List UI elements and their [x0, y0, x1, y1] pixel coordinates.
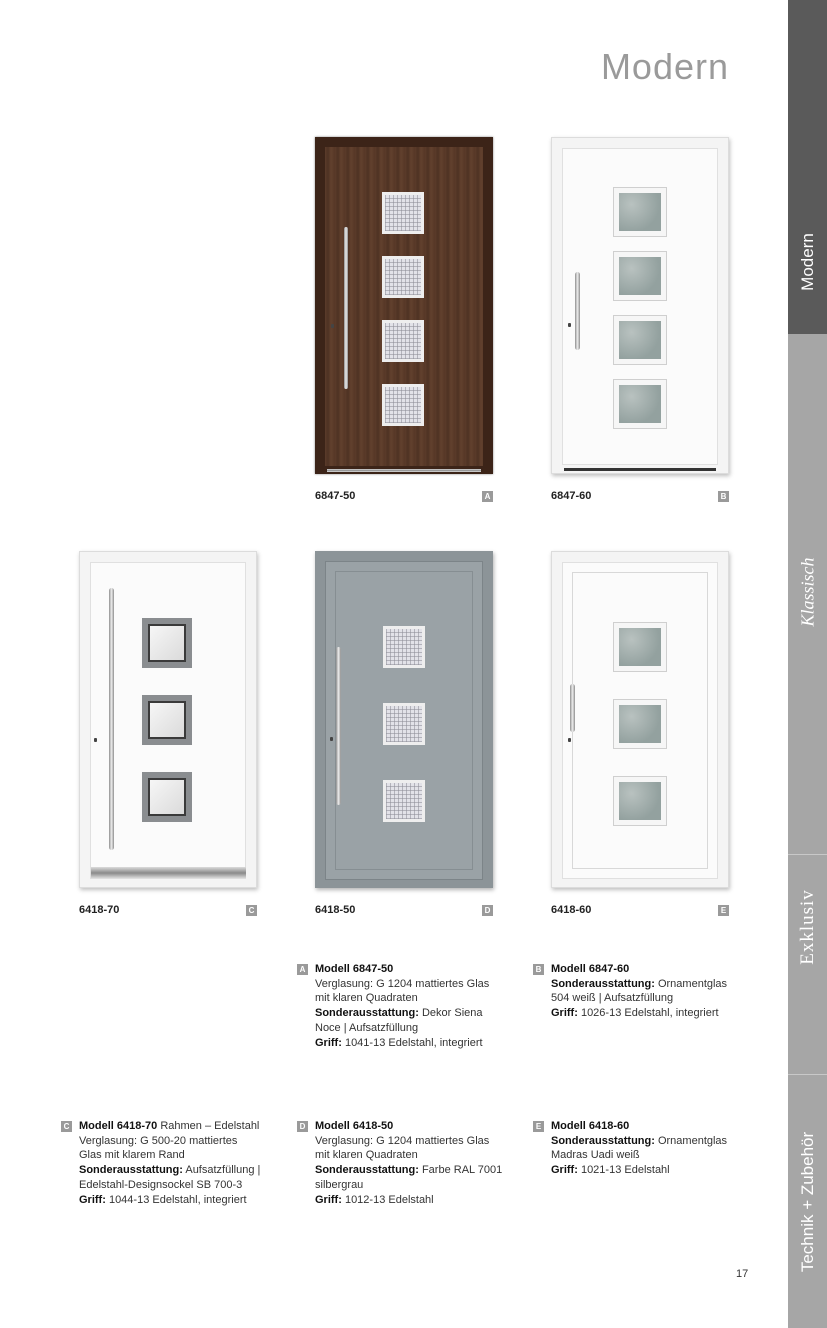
model-name: Modell 6418-50 — [315, 1120, 394, 1132]
description-line: Griff: 1041-13 Edelstahl, integriert — [315, 1036, 483, 1049]
door-caption-b — [551, 490, 729, 504]
description-model-line — [315, 962, 505, 977]
description-line: Sonderausstattung: Dekor Siena — [315, 1007, 483, 1020]
door-image-6847-50 — [315, 137, 493, 474]
side-tab-label: Klassisch — [797, 557, 817, 627]
side-tab-technik[interactable] — [788, 1074, 827, 1328]
glass-pane — [142, 618, 192, 668]
door-caption-e — [551, 904, 729, 918]
door-code: 6418-50 — [315, 904, 356, 916]
description-line: 504 weiß | Aufsatzfüllung — [551, 992, 674, 1005]
side-tab-klassisch[interactable] — [788, 334, 827, 854]
glass-pane — [382, 320, 424, 362]
model-name: Modell 6847-50 — [315, 963, 394, 975]
glass-pane — [614, 380, 666, 428]
door-caption-c — [79, 904, 257, 918]
glass-pane — [382, 256, 424, 298]
description-model-line — [79, 1119, 279, 1134]
description-d — [299, 1119, 505, 1207]
page-title: Modern — [600, 46, 729, 87]
description-line: Sonderausstattung: Aufsatzfüllung | — [79, 1164, 261, 1177]
lock-cylinder — [330, 737, 333, 741]
description-line: Verglasung: G 500-20 mattiertes — [79, 1134, 238, 1147]
door-badge: D — [482, 905, 493, 916]
threshold — [564, 468, 716, 471]
lock-cylinder — [568, 738, 571, 742]
door-caption-d — [315, 904, 493, 918]
description-line: Madras Uadi weiß — [551, 1149, 640, 1162]
description-line: Griff: 1012-13 Edelstahl — [315, 1193, 434, 1206]
door-code: 6847-60 — [551, 490, 592, 502]
description-line: Noce | Aufsatzfüllung — [315, 1021, 419, 1034]
door-badge: E — [718, 905, 729, 916]
description-line: silbergrau — [315, 1178, 364, 1191]
bar-handle — [344, 227, 348, 389]
description-line: mit klaren Quadraten — [315, 992, 418, 1005]
side-tab-label: Exklusiv — [796, 889, 818, 965]
model-name: Modell 6418-70 — [79, 1120, 158, 1132]
description-line: Edelstahl-Designsockel SB 700-3 — [79, 1178, 243, 1191]
lock-cylinder — [568, 323, 571, 327]
glass-pane — [383, 780, 425, 822]
model-suffix: Rahmen – Edelstahl — [157, 1120, 260, 1132]
door-code: 6847-50 — [315, 490, 356, 502]
description-model-line — [551, 1119, 741, 1134]
glass-pane — [383, 703, 425, 745]
glass-pane — [382, 384, 424, 426]
door-image-6418-60 — [551, 551, 729, 888]
glass-pane — [142, 772, 192, 822]
door-image-6847-60 — [551, 137, 729, 474]
door-badge: B — [718, 491, 729, 502]
description-line: Verglasung: G 1204 mattiertes Glas — [315, 977, 490, 990]
description-badge: A — [297, 964, 308, 975]
door-badge: C — [246, 905, 257, 916]
description-b — [535, 962, 741, 1021]
model-name: Modell 6847-60 — [551, 963, 630, 975]
description-line: Sonderausstattung: Farbe RAL 7001 — [315, 1164, 503, 1177]
glass-pane — [383, 626, 425, 668]
glass-pane — [614, 316, 666, 364]
description-line: Griff: 1044-13 Edelstahl, integriert — [79, 1193, 247, 1206]
stainless-kickplate — [91, 867, 246, 879]
description-model-line — [315, 1119, 505, 1134]
description-badge: E — [533, 1121, 544, 1132]
description-line: Sonderausstattung: Ornamentglas — [551, 977, 728, 990]
side-tab-exklusiv[interactable] — [788, 854, 827, 1075]
side-tab-modern[interactable] — [788, 0, 827, 334]
description-line: Glas mit klarem Rand — [79, 1149, 185, 1162]
door-code: 6418-60 — [551, 904, 592, 916]
bar-handle — [336, 647, 341, 805]
glass-pane — [614, 777, 666, 825]
door-image-6418-50 — [315, 551, 493, 888]
glass-pane — [382, 192, 424, 234]
lock-cylinder — [94, 738, 97, 742]
description-c — [63, 1119, 279, 1207]
side-tab-label: Modern — [797, 233, 817, 291]
lock-cylinder — [331, 324, 334, 328]
description-line: Sonderausstattung: Ornamentglas — [551, 1134, 728, 1147]
bar-handle — [109, 588, 114, 850]
glass-pane — [614, 700, 666, 748]
bar-handle — [570, 684, 575, 732]
glass-pane — [614, 252, 666, 300]
description-line: mit klaren Quadraten — [315, 1149, 418, 1162]
bar-handle — [575, 272, 580, 350]
description-badge: B — [533, 964, 544, 975]
description-badge: C — [61, 1121, 72, 1132]
description-line: Griff: 1021-13 Edelstahl — [551, 1164, 670, 1177]
description-e — [535, 1119, 741, 1178]
door-code: 6418-70 — [79, 904, 120, 916]
glass-pane — [614, 188, 666, 236]
door-image-6418-70 — [79, 551, 257, 888]
description-a — [299, 962, 505, 1050]
threshold — [327, 469, 481, 472]
glass-pane — [614, 623, 666, 671]
description-model-line — [551, 962, 741, 977]
description-line: Verglasung: G 1204 mattiertes Glas — [315, 1134, 490, 1147]
description-line: Griff: 1026-13 Edelstahl, integriert — [551, 1007, 719, 1020]
glass-pane — [142, 695, 192, 745]
side-tab-label: Technik + Zubehör — [797, 1131, 817, 1273]
model-name: Modell 6418-60 — [551, 1120, 630, 1132]
page-number: 17 — [736, 1268, 749, 1280]
door-badge: A — [482, 491, 493, 502]
door-caption-a — [315, 490, 493, 504]
description-badge: D — [297, 1121, 308, 1132]
